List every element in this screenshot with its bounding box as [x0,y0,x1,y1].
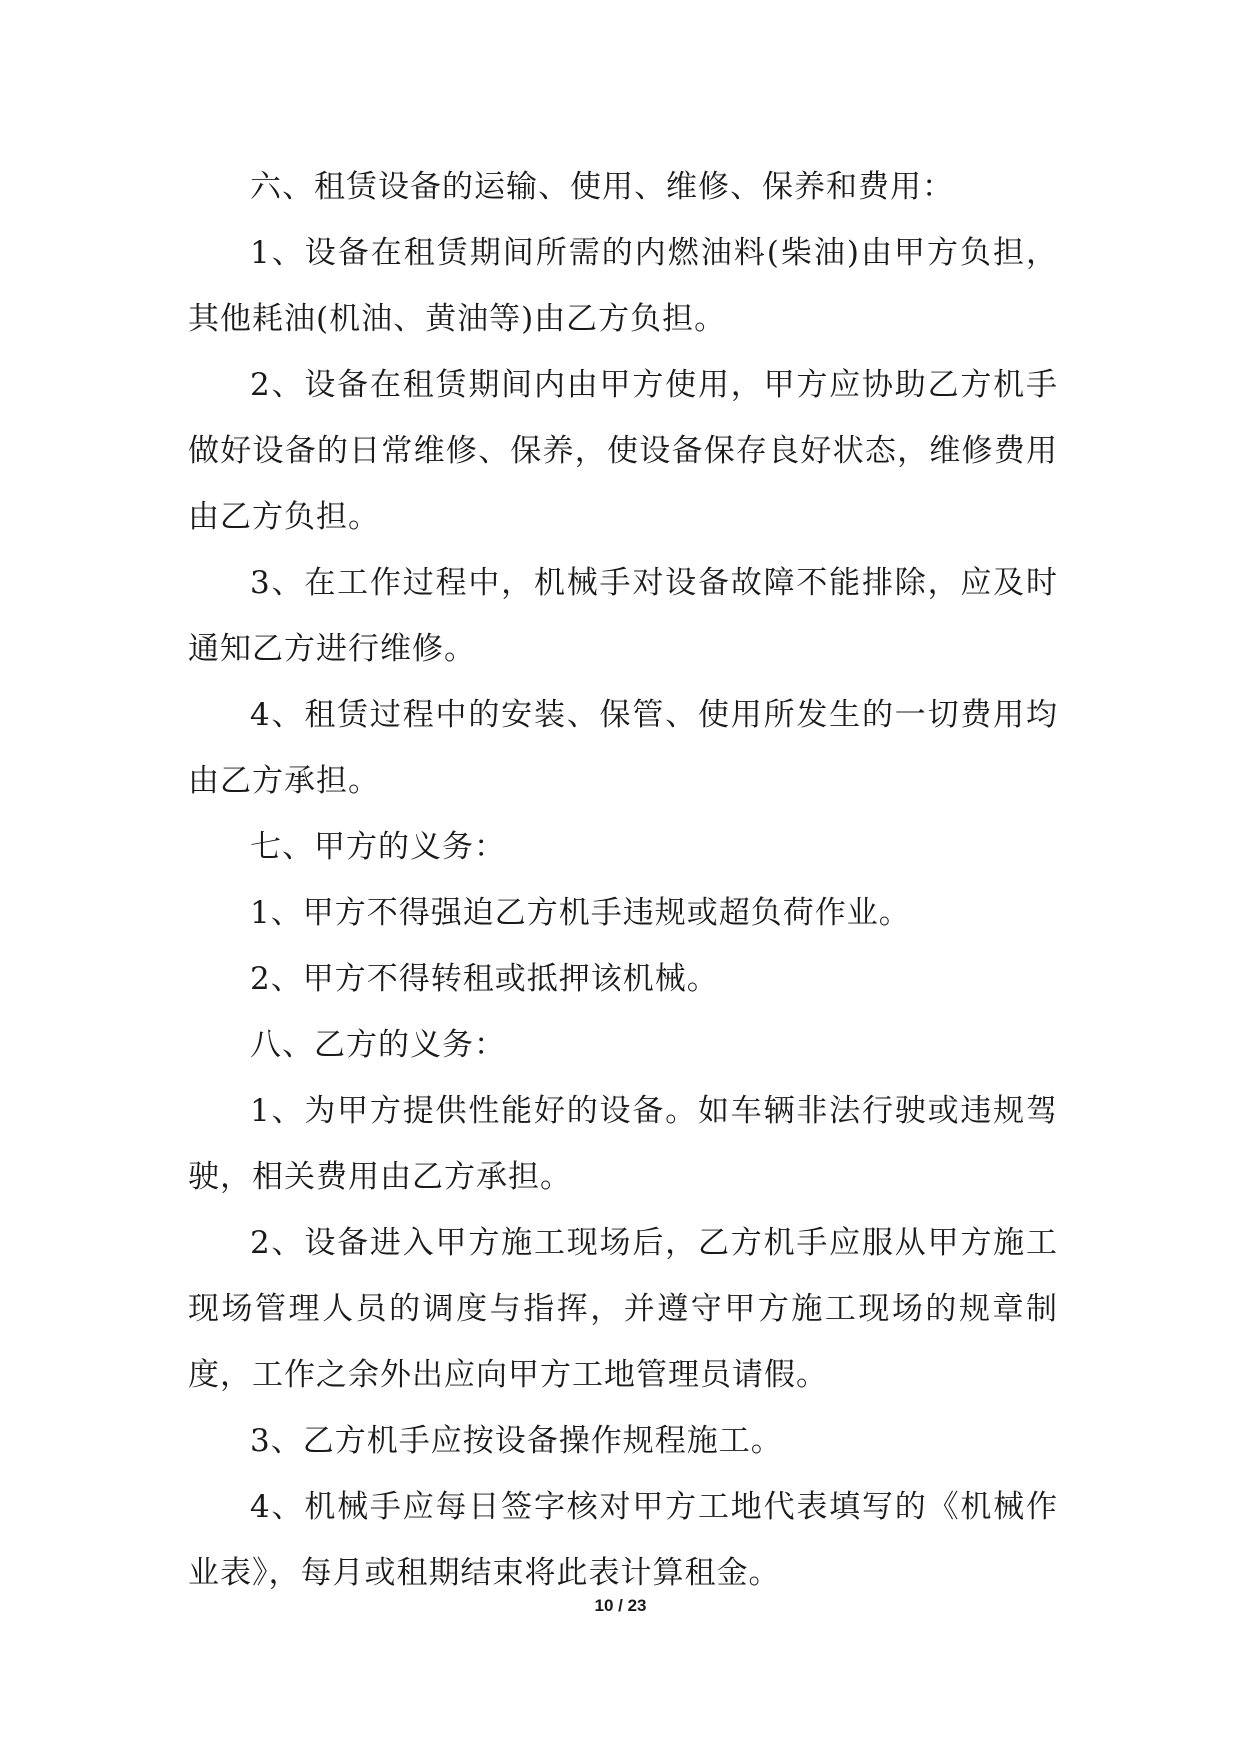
section-heading-party-a-obligations: 七、甲方的义务： [250,829,506,865]
section-heading-transport-use-maintenance: 六、租赁设备的运输、使用、维修、保养和费用： [250,169,954,205]
clause-fault-repair: 3、在工作过程中，机械手对设备故障不能排除，应及时通知乙方进行维修。 [188,565,1058,667]
clause-daily-maintenance: 2、设备在租赁期间内由甲方使用，甲方应协助乙方机手做好设备的日常维修、保养，使设备保存良好状态，维修费用由乙方负担。 [188,367,1058,535]
clause-fuel-costs: 1、设备在租赁期间所需的内燃油料(柴油)由甲方负担，其他耗油(机油、黄油等)由乙方负担。 [188,235,1058,337]
clause-provide-equipment: 1、为甲方提供性能好的设备。如车辆非法行驶或违规驾驶，相关费用由乙方承担。 [188,1093,1058,1195]
section-heading-party-b-obligations: 八、乙方的义务： [250,1027,506,1063]
clause-work-record-signing: 4、机械手应每日签字核对甲方工地代表填写的《机械作业表》，每月或租期结束将此表计算租金。 [188,1489,1058,1591]
clause-no-sublease: 2、甲方不得转租或抵押该机械。 [250,961,719,997]
clause-no-forced-overload: 1、甲方不得强迫乙方机手违规或超负荷作业。 [250,895,911,931]
clause-site-management: 2、设备进入甲方施工现场后，乙方机手应服从甲方施工现场管理人员的调度与指挥，并遵守甲方施工现场的规章制度，工作之余外出应向甲方工地管理员请假。 [188,1225,1058,1393]
clause-installation-costs: 4、租赁过程中的安装、保管、使用所发生的一切费用均由乙方承担。 [188,697,1058,799]
clause-operating-procedures: 3、乙方机手应按设备操作规程施工。 [250,1423,783,1459]
page-number: 10 / 23 [594,1596,647,1615]
document-body [188,154,1058,1606]
